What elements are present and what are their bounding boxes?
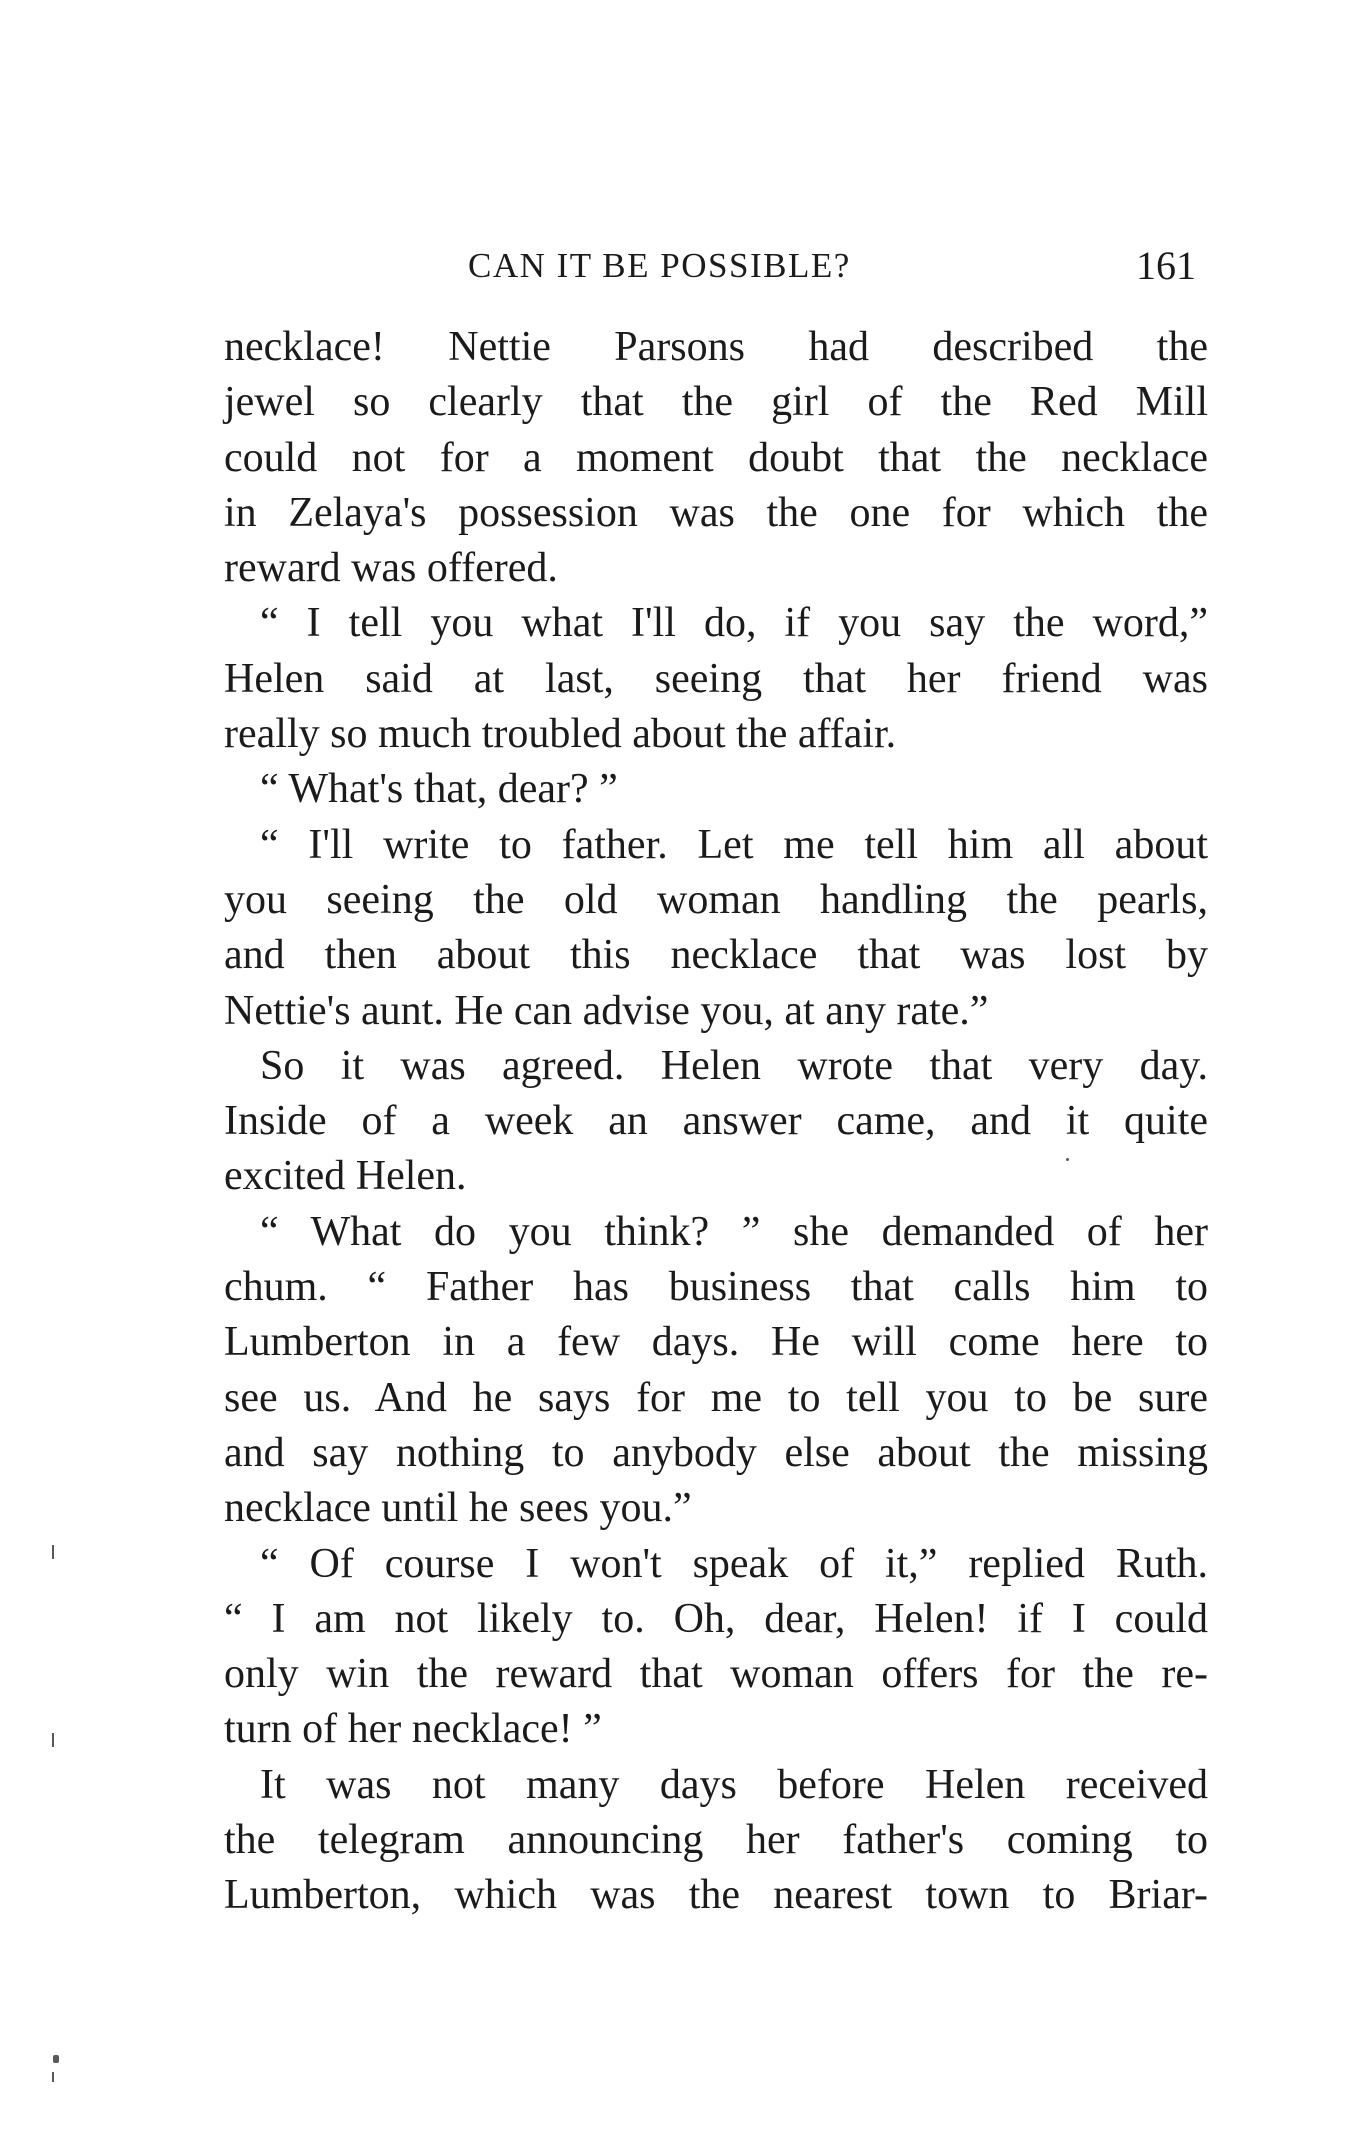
text-line: and then about this necklace that was lost by — [224, 932, 1208, 979]
text-line: So it was agreed. Helen wrote that very day. — [260, 1042, 1208, 1089]
running-title: CAN IT BE POSSIBLE? — [468, 246, 851, 285]
text-line: necklace! Nettie Parsons had described the — [224, 324, 1208, 370]
text-line: could not for a moment doubt that the necklace — [224, 434, 1208, 481]
text-line: “ I am not likely to. Oh, dear, Helen! if I could — [224, 1595, 1208, 1642]
text-line: excited Helen. — [224, 1153, 467, 1200]
text-line: necklace until he sees you.” — [224, 1485, 692, 1532]
text-line: “ I tell you what I'll do, if you say the word,” — [260, 600, 1208, 647]
text-line: see us. And he says for me to tell you to be sure — [224, 1374, 1208, 1421]
text-line: Inside of a week an answer came, and it quite — [224, 1098, 1208, 1145]
text-line: chum. “ Father has business that calls him to — [224, 1264, 1208, 1311]
text-line: Lumberton in a few days. He will come here to — [224, 1319, 1208, 1366]
text-line: reward was offered. — [224, 545, 558, 592]
running-head — [224, 236, 1196, 296]
scan-speck — [1066, 1158, 1069, 1161]
text-line: jewel so clearly that the girl of the Red Mill — [224, 379, 1208, 426]
text-line: “ Of course I won't speak of it,” replied Ruth. — [260, 1540, 1208, 1587]
text-line: Nettie's aunt. He can advise you, at any rate.” — [224, 987, 989, 1034]
text-line: Lumberton, which was the nearest town to Briar- — [224, 1872, 1208, 1919]
text-line: “ I'll write to father. Let me tell him all about — [260, 821, 1208, 868]
text-line: only win the reward that woman offers for the re- — [224, 1651, 1208, 1698]
text-line: turn of her necklace! ” — [224, 1706, 602, 1753]
body-text — [224, 320, 1208, 1924]
text-line: in Zelaya's possession was the one for which the — [224, 489, 1208, 536]
text-line: “ What's that, dear? ” — [260, 766, 618, 813]
text-line: Helen said at last, seeing that her friend was — [224, 655, 1208, 702]
scan-speck — [53, 2055, 59, 2063]
text-line: the telegram announcing her father's coming to — [224, 1817, 1208, 1864]
text-line: and say nothing to anybody else about the missing — [224, 1429, 1208, 1476]
page-number: 161 — [1136, 243, 1196, 288]
scan-speck — [52, 1733, 54, 1747]
text-line: you seeing the old woman handling the pearls, — [224, 876, 1208, 923]
text-line: “ What do you think? ” she demanded of her — [260, 1208, 1208, 1255]
scan-speck — [52, 2072, 54, 2082]
scan-speck — [52, 1545, 54, 1559]
text-line: It was not many days before Helen received — [260, 1761, 1208, 1808]
text-line: really so much troubled about the affair. — [224, 711, 897, 758]
